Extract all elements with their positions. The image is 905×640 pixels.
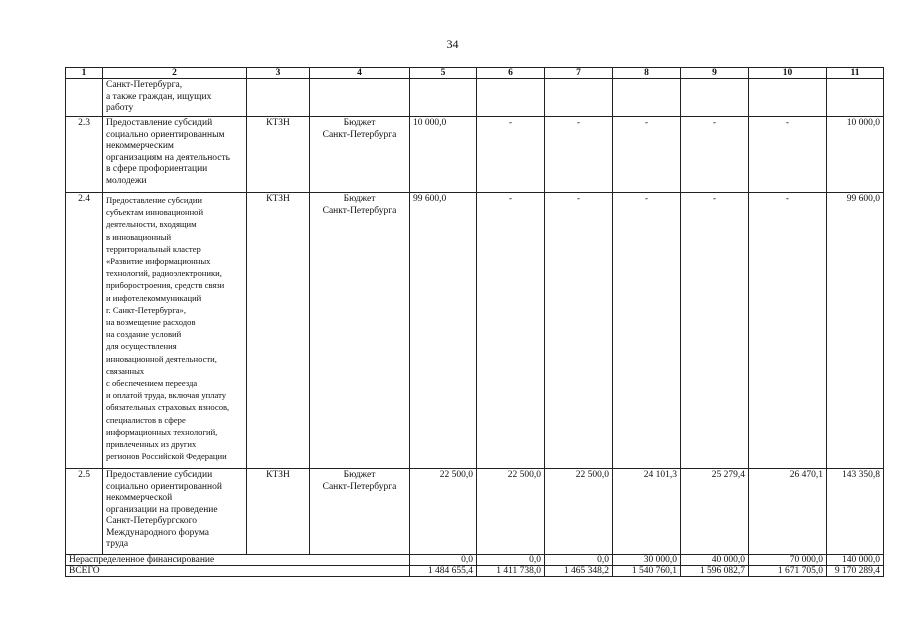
amount-col6: - (477, 117, 545, 193)
total-col10: 1 671 705,0 (749, 566, 827, 577)
column-number: 4 (310, 68, 410, 79)
unallocated-col5: 0,0 (410, 555, 477, 566)
unallocated-col11: 140 000,0 (827, 555, 884, 566)
row-number: 2.4 (66, 193, 103, 469)
amount-col7: - (545, 193, 613, 469)
column-numbers-row (66, 68, 884, 79)
column-number: 9 (681, 68, 749, 79)
total-col8: 1 540 760,1 (613, 566, 681, 577)
unallocated-col9: 40 000,0 (681, 555, 749, 566)
column-number: 5 (410, 68, 477, 79)
measure-name: Предоставление субсидий социально ориентированным некоммерческим организациям на деятельность в сфере профориентации молодежи (103, 117, 247, 193)
column-number: 3 (247, 68, 310, 79)
column-number: 10 (749, 68, 827, 79)
table-row (66, 193, 884, 469)
amount-col11: 99 600,0 (827, 193, 884, 469)
amount-col8: - (613, 117, 681, 193)
total-row (66, 566, 884, 577)
total-col9: 1 596 082,7 (681, 566, 749, 577)
measure-name: Предоставление субсидии субъектам инновационной деятельности, входящим в инновационный территориальный кластер «Развитие информационных технологий, радиоэлектроники, приборостроения, средств связи и инфотелекоммуникаций г. Санкт-Петербурга», на возмещение расходов на создание условий для осуществления инновационной деятельности, связанных с обеспечением переезда и оплатой труда, включая уплату обязательных страховых взносов, специалистов в сфере информационных технологий, привлеченных из других регионов Российской Федерации (103, 193, 247, 469)
amount-col5: 10 000,0 (410, 117, 477, 193)
amount-col6: - (477, 193, 545, 469)
amount-col10: - (749, 193, 827, 469)
column-number: 6 (477, 68, 545, 79)
continuation-text: Санкт-Петербурга, а также граждан, ищущих работу (103, 79, 247, 117)
unallocated-col8: 30 000,0 (613, 555, 681, 566)
funding-source: Бюджет Санкт-Петербурга (310, 193, 410, 469)
unallocated-col6: 0,0 (477, 555, 545, 566)
amount-col6: 22 500,0 (477, 469, 545, 555)
total-col5: 1 484 655,4 (410, 566, 477, 577)
row-number: 2.5 (66, 469, 103, 555)
amount-col8: - (613, 193, 681, 469)
unallocated-col7: 0,0 (545, 555, 613, 566)
unallocated-col10: 70 000,0 (749, 555, 827, 566)
total-col7: 1 465 348,2 (545, 566, 613, 577)
amount-col5: 99 600,0 (410, 193, 477, 469)
column-number: 7 (545, 68, 613, 79)
column-number: 1 (66, 68, 103, 79)
amount-col9: - (681, 193, 749, 469)
measure-name: Предоставление субсидии социально ориентированной некоммерческой организации на проведение Санкт-Петербургского Международного форума труда (103, 469, 247, 555)
column-number: 11 (827, 68, 884, 79)
unallocated-row (66, 555, 884, 566)
amount-col7: - (545, 117, 613, 193)
executor: КТЗН (247, 469, 310, 555)
unallocated-label: Нераспределенное финансирование (66, 555, 410, 566)
row-number: 2.3 (66, 117, 103, 193)
amount-col11: 143 350,8 (827, 469, 884, 555)
total-label: ВСЕГО (66, 566, 410, 577)
amount-col9: - (681, 117, 749, 193)
executor: КТЗН (247, 117, 310, 193)
executor: КТЗН (247, 193, 310, 469)
table-row (66, 469, 884, 555)
column-number: 2 (103, 68, 247, 79)
amount-col9: 25 279,4 (681, 469, 749, 555)
column-number: 8 (613, 68, 681, 79)
amount-col8: 24 101,3 (613, 469, 681, 555)
total-col6: 1 411 738,0 (477, 566, 545, 577)
total-col11: 9 170 289,4 (827, 566, 884, 577)
funding-source: Бюджет Санкт-Петербурга (310, 117, 410, 193)
amount-col5: 22 500,0 (410, 469, 477, 555)
amount-col11: 10 000,0 (827, 117, 884, 193)
amount-col7: 22 500,0 (545, 469, 613, 555)
table-row (66, 117, 884, 193)
page-number: 34 (446, 37, 459, 51)
table-row-continuation (66, 79, 884, 117)
amount-col10: 26 470,1 (749, 469, 827, 555)
financing-table (65, 67, 884, 577)
funding-source: Бюджет Санкт-Петербурга (310, 469, 410, 555)
amount-col10: - (749, 117, 827, 193)
